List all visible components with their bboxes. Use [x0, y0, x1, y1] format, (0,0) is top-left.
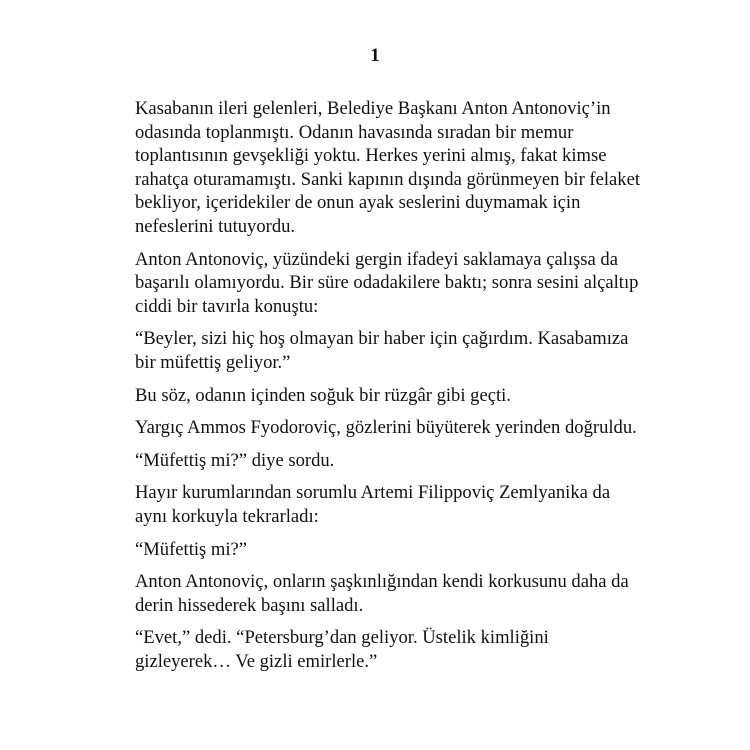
paragraph-10: “Evet,” dedi. “Petersburg’dan geliyor. Üstelik kimliğini gizleyerek… Ve gizli emirlerle.” — [135, 627, 549, 672]
paragraph-8: “Müfettiş mi?” — [135, 538, 248, 560]
paragraph-5: Yargıç Ammos Fyodoroviç, gözlerini büyüterek yerinden doğruldu. — [135, 417, 637, 439]
paragraph-6: “Müfettiş mi?” diye sordu. — [135, 449, 335, 471]
paragraph-3: “Beyler, sizi hiç hoş olmayan bir haber için çağırdım. Kasabamıza bir müfettiş geliyor.” — [135, 328, 629, 373]
page-number: 1 — [370, 45, 380, 66]
body-text — [135, 97, 645, 682]
paragraph-2: Anton Antonoviç, yüzündeki gergin ifadeyi saklamaya çalışsa da başarılı olamıyordu. Bir süre odadakilere baktı; sonra sesini alçaltıp ciddi bir tavırla konuştu: — [135, 248, 639, 317]
paragraph-9: Anton Antonoviç, onların şaşkınlığından kendi korkusunu daha da derin hissederek başını salladı. — [135, 571, 629, 616]
paragraph-4: Bu söz, odanın içinden soğuk bir rüzgâr gibi geçti. — [135, 384, 511, 406]
paragraph-1: Kasabanın ileri gelenleri, Belediye Başkanı Anton Antonoviç’in odasında toplanmıştı. Odanın havasında sıradan bir memur toplantısının gevşekliği yoktu. Herkes yerini almış, fakat kimse rahatça oturamamıştı. Sanki kapının dışında görünmeyen bir felaket bekliyor, içeridekiler de onun ayak seslerini duymamak için nefeslerini tutuyordu. — [135, 98, 640, 237]
paragraph-7: Hayır kurumlarından sorumlu Artemi Filippoviç Zemlyanika da aynı korkuyla tekrarladı: — [135, 482, 611, 527]
